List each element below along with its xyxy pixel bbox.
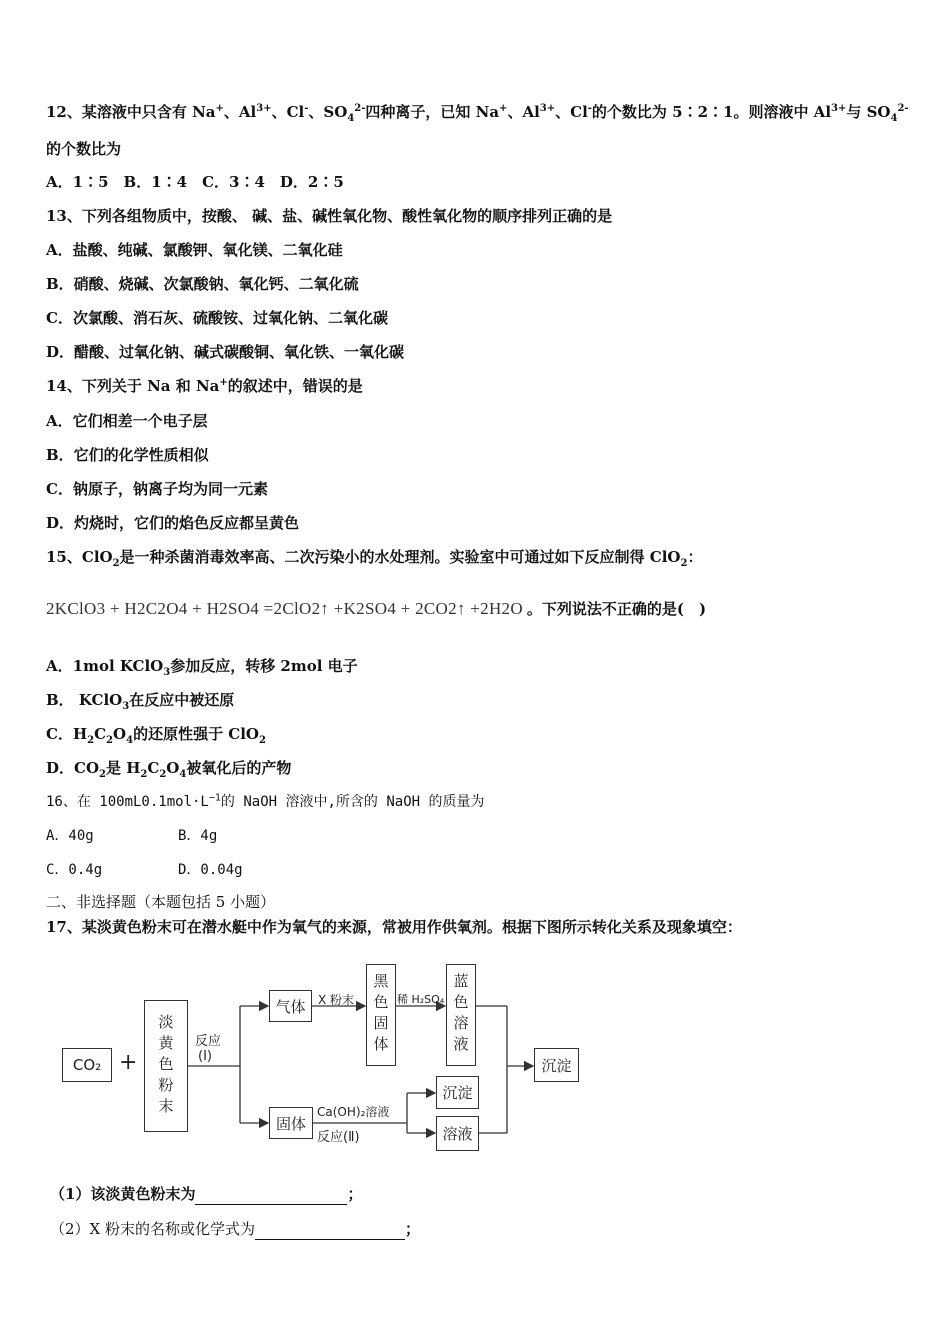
q12-text: 四种离子，已知 Na (365, 103, 500, 121)
q16-text: 16、在 100mL0.1mol·L (46, 794, 209, 810)
q16-text: 的 NaOH 溶液中,所含的 NaOH 的质量为 (220, 794, 485, 810)
q16-option-b: B．4g (178, 828, 218, 844)
q15-text: 被氧化后的产物 (186, 759, 292, 777)
q15-text: C (147, 759, 160, 777)
q15-text: O (113, 725, 127, 743)
q12-text: 、SO (308, 103, 348, 121)
label-reaction-2: 反应(Ⅱ) (317, 1130, 360, 1145)
q12-line2: 的个数比为 (46, 140, 122, 158)
q16-option-c: C．0.4g (46, 862, 103, 878)
box-blue-solution: 蓝色溶液 (446, 964, 476, 1066)
q15-sub: 2 (112, 558, 120, 569)
q12-sub: 4 (347, 113, 355, 124)
q15-sub: 2 (87, 735, 95, 746)
q14-option-b: B．它们的化学性质相似 (46, 446, 209, 464)
q17-sub1-end: ； (347, 1185, 363, 1203)
q16-option-d: D．0.04g (178, 862, 243, 878)
q15-text: 15、ClO (46, 548, 113, 566)
q12-text: 与 SO (846, 103, 891, 121)
q17-sub1 (50, 1183, 362, 1205)
box-solution-small: 溶液 (436, 1116, 479, 1151)
box-black-solid: 黑色固体 (366, 964, 396, 1066)
q15-question: 。下列说法不正确的是( ) (526, 600, 707, 618)
q17-sub1-text: （1）该淡黄色粉末为 (50, 1185, 196, 1203)
q12-text: 的个数比为 5∶2∶1。则溶液中 Al (591, 103, 832, 121)
q14-option-d: D．灼烧时，它们的焰色反应都呈黄色 (46, 514, 300, 532)
q15-stem (46, 546, 702, 568)
q12-options: A．1∶5 B．1∶4 C．3∶4 D．2∶5 (46, 173, 344, 191)
q12-sup: 3+ (539, 103, 556, 114)
q15-sub: 2 (680, 558, 688, 569)
box-precipitate-small: 沉淀 (436, 1076, 479, 1109)
q12-sup: 3+ (256, 103, 272, 114)
q13-option-c: C．次氯酸、消石灰、硫酸铵、过氧化钠、二氧化碳 (46, 309, 388, 327)
box-co2: CO₂ (62, 1048, 112, 1082)
q12-sup: + (215, 103, 224, 114)
q14-option-a: A．它们相差一个电子层 (46, 412, 208, 430)
q15-option-d (46, 757, 291, 779)
q15-sub: 2 (99, 769, 106, 780)
q15-text: 的还原性强于 ClO (133, 725, 259, 743)
q15-text: 参加反应，转移 2mol 电子 (170, 657, 358, 675)
q15-text: C．H (46, 725, 88, 743)
q15-text: 是一种杀菌消毒效率高、二次污染小的水处理剂。实验室中可通过如下反应制得 ClO (119, 548, 681, 566)
q15-text: D．CO (46, 759, 100, 777)
q16-stem (46, 791, 484, 813)
q12-line1 (46, 101, 909, 123)
q15-sub: 4 (179, 769, 187, 780)
q14-stem (46, 375, 363, 397)
q15-text: 在反应中被还原 (129, 691, 235, 709)
section-2-heading: 二、非选择题（本题包括 5 小题） (46, 893, 276, 911)
q12-sup: 2- (354, 103, 366, 114)
q12-sup: 3+ (831, 103, 847, 114)
q12-text: 、Cl (271, 103, 305, 121)
q12-sup: - (304, 103, 309, 114)
box-gas: 气体 (269, 990, 312, 1022)
q15-sub: 3 (163, 667, 171, 678)
q12-text: 12、某溶液中只含有 Na (46, 103, 216, 121)
q12-text: 、Al (507, 103, 540, 121)
q15-text: O (166, 759, 180, 777)
q15-option-c (46, 723, 266, 745)
label-reaction-1-num: (Ⅰ) (198, 1049, 212, 1064)
q12-text: 、Cl (555, 103, 588, 121)
q16-option-a: A．40g (46, 828, 94, 844)
q15-sub: 2 (259, 735, 266, 746)
box-precipitate-final: 沉淀 (534, 1048, 579, 1082)
q12-text: 、Al (223, 103, 257, 121)
plus-sign: + (119, 1050, 138, 1075)
q15-equation-text: 2KClO3 + H2C2O4 + H2SO4 =2ClO2↑ +K2SO4 + 2CO2↑ +2H2O (46, 599, 523, 618)
label-caoh2: Ca(OH)₂溶液 (317, 1105, 390, 1119)
q15-sub: 2 (159, 769, 167, 780)
q15-text: C (94, 725, 107, 743)
q15-text: ： (687, 548, 703, 566)
q17-flow-diagram (55, 958, 585, 1158)
q14-text: 的叙述中，错误的是 (227, 377, 363, 395)
q16-sup: −1 (208, 792, 221, 804)
q13-option-b: B．硝酸、烧碱、次氯酸钠、氧化钙、二氧化硫 (46, 275, 359, 293)
q12-sup: + (499, 103, 508, 114)
q15-sub: 2 (106, 735, 114, 746)
q13-option-a: A．盐酸、纯碱、氯酸钾、氧化镁、二氧化硅 (46, 241, 343, 259)
q14-sup: + (219, 377, 228, 388)
q15-option-a (46, 655, 358, 677)
q12-sup: 2- (897, 103, 909, 114)
label-x-powder: X 粉末 (318, 993, 355, 1007)
q17-sub2-text: （2）X 粉末的名称或化学式为 (50, 1220, 255, 1238)
label-reaction-1: 反应 (195, 1034, 222, 1049)
q14-text: 14、下列关于 Na 和 Na (46, 377, 220, 395)
q15-text: A．1mol KClO (46, 657, 164, 675)
q14-option-c: C．钠原子，钠离子均为同一元素 (46, 480, 268, 498)
q15-option-b (46, 689, 234, 711)
q17-sub2 (50, 1218, 420, 1240)
label-dilute-acid: 稀 H₂SO₄ (397, 993, 445, 1006)
q17-stem: 17、某淡黄色粉末可在潜水艇中作为氧气的来源，常被用作供氧剂。根据下图所示转化关系及现象填空： (46, 918, 742, 936)
q12-sub: 4 (890, 113, 898, 124)
q15-equation (46, 598, 706, 619)
box-solid: 固体 (269, 1107, 313, 1139)
q13-option-d: D．醋酸、过氧化钠、碱式碳酸铜、氧化铁、一氧化碳 (46, 343, 405, 361)
q13-stem: 13、下列各组物质中，按酸、 碱、盐、碱性氧化物、酸性氧化物的顺序排列正确的是 (46, 207, 613, 225)
q15-text: 是 H (105, 759, 141, 777)
q15-sub: 4 (126, 735, 134, 746)
q17-sub2-end: ； (405, 1220, 421, 1238)
q15-sub: 3 (122, 701, 130, 712)
q12-sup: - (587, 103, 592, 114)
answer-blank-1[interactable] (195, 1188, 347, 1205)
q15-sub: 2 (140, 769, 148, 780)
q15-text: B． KClO (46, 691, 123, 709)
answer-blank-2[interactable] (255, 1223, 405, 1240)
box-yellow-powder: 淡黄色粉末 (144, 1000, 188, 1132)
